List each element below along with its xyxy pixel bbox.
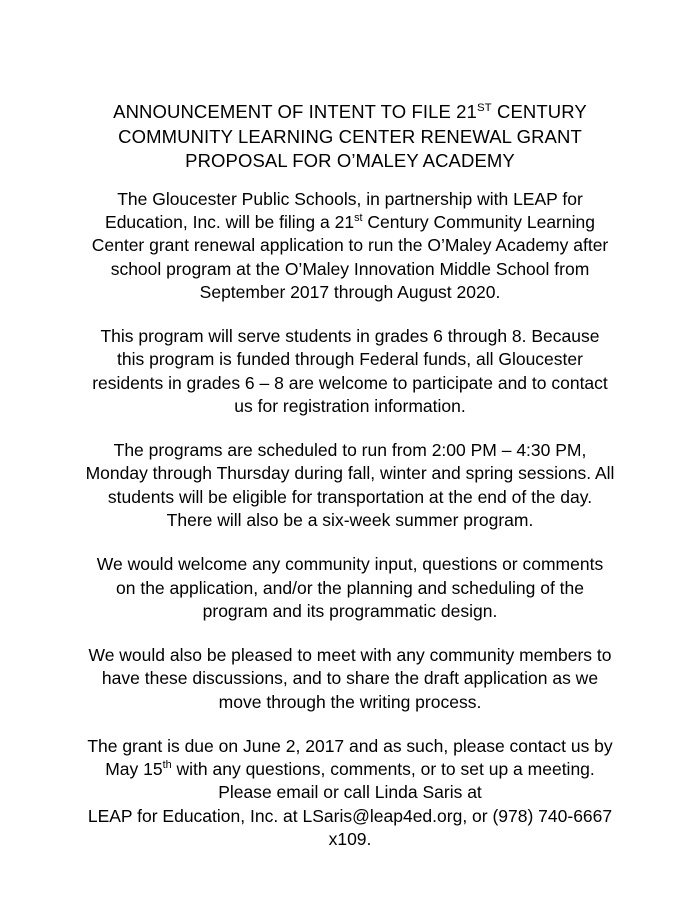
paragraph-contact-part2: with any questions, comments, or to set up a meeting. Please email or call Linda Saris at bbox=[171, 759, 595, 803]
page-title bbox=[85, 100, 615, 174]
paragraph-intro bbox=[85, 188, 615, 304]
page-title-line2: COMMUNITY LEARNING CENTER RENEWAL GRANT bbox=[118, 125, 582, 147]
paragraph-contact-part1: The grant is due on June 2, 2017 and as such, please contact us by May 15 bbox=[87, 735, 613, 780]
page-title-line1-tail: CENTURY bbox=[491, 101, 587, 122]
paragraph-intro-part2: Century Community Learning Center grant renewal application to run the O’Maley Academy after school program at the O’Maley Innovation Middle School from September 2017 through August 2020. bbox=[91, 212, 609, 302]
paragraph-schedule: The programs are scheduled to run from 2:00 PM – 4:30 PM, Monday through Thursday during fall, winter and spring sessions. All students will be eligible for transportation at the end of the day. There will also be a six-week summer program. bbox=[85, 440, 615, 530]
paragraph-community-input: We would welcome any community input, questions or comments on the application, and/or the planning and scheduling of the program and its programmatic design. bbox=[96, 554, 604, 621]
paragraph-intro-ordinal-suffix: st bbox=[354, 212, 363, 225]
paragraph-meeting-offer: We would also be pleased to meet with any community members to have these discussions, and to share the draft application as we move through the writing process. bbox=[88, 645, 612, 712]
page-title-ordinal-suffix: ST bbox=[476, 101, 492, 114]
paragraph-intro-part1: The Gloucester Public Schools, in partnership with LEAP for Education, Inc. will be filing a 21 bbox=[105, 188, 583, 233]
page-title-line3: PROPOSAL FOR O’MALEY ACADEMY bbox=[185, 150, 515, 172]
page-title-line1-text: ANNOUNCEMENT OF INTENT TO FILE 21 bbox=[113, 101, 477, 122]
paragraph-contact-details: LEAP for Education, Inc. at LSaris@leap4ed.org, or (978) 740-6667 x109. bbox=[87, 805, 613, 849]
paragraph-contact-ordinal-suffix: th bbox=[162, 759, 172, 772]
paragraph-eligibility: This program will serve students in grades 6 through 8. Because this program is funded through Federal funds, all Gloucester residents in grades 6 – 8 are welcome to participate and to contact us for registration information. bbox=[92, 326, 608, 416]
paragraph-contact bbox=[85, 735, 615, 851]
